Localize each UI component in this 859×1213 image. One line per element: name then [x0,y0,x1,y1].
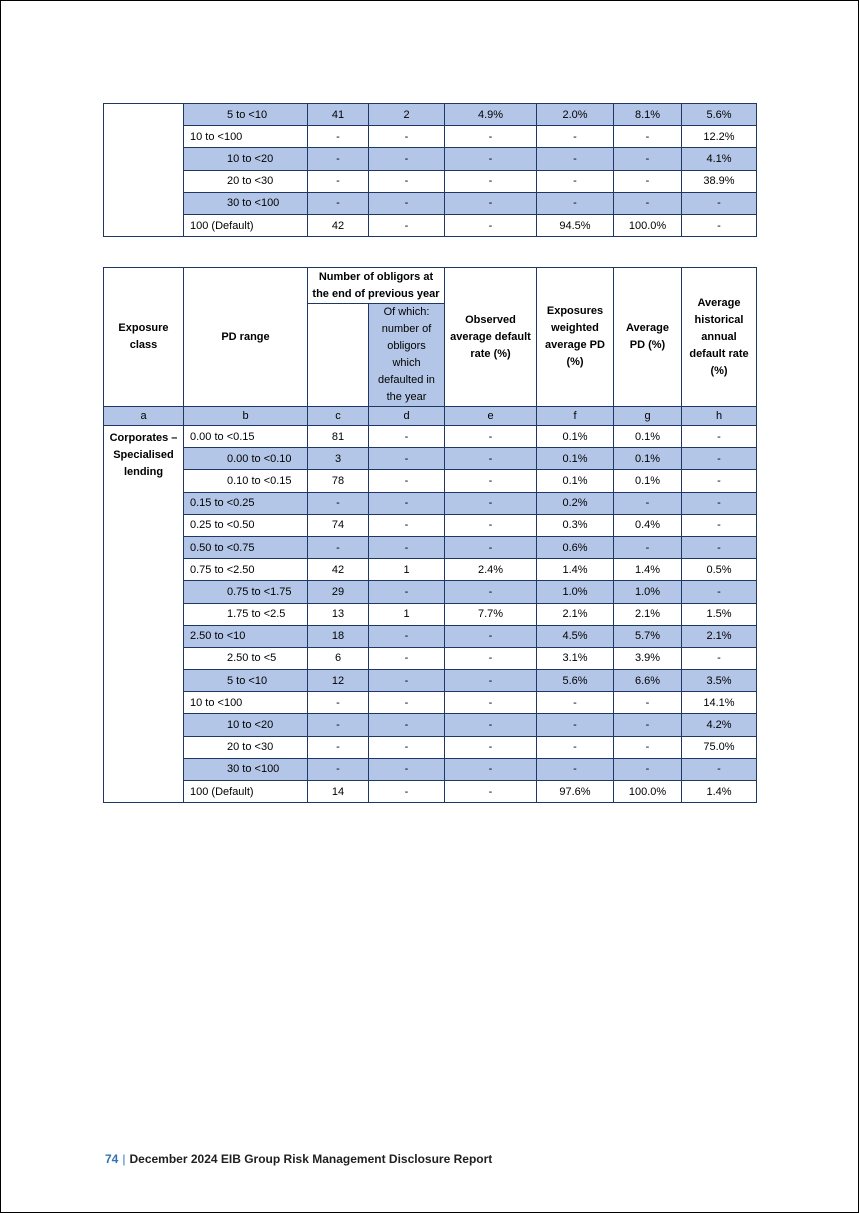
cell-c: 18 [308,625,369,647]
cell-e: - [445,670,537,692]
cell-f: - [537,692,614,714]
cell-h: 4.2% [682,714,757,736]
cell-e: - [445,192,537,214]
cell-d: - [369,758,445,780]
column-letter: g [614,407,682,426]
cell-d: - [369,170,445,192]
cell-c: - [308,492,369,514]
page-footer [105,1152,492,1166]
table-row [104,470,757,492]
cell-f: 3.1% [537,647,614,669]
cell-h: 14.1% [682,692,757,714]
footer-separator: | [122,1152,126,1166]
table-body [104,426,757,803]
table-row [104,126,757,148]
table-continued-body [104,104,757,237]
cell-h: - [682,514,757,536]
cell-d: - [369,647,445,669]
cell-d: 1 [369,603,445,625]
cell-f: - [537,192,614,214]
header-exposure-class: Exposure class [104,268,184,407]
footer-title: December 2024 EIB Group Risk Management Disclosure Report [129,1152,493,1166]
column-letter: e [445,407,537,426]
cell-c: - [308,736,369,758]
table-row [104,692,757,714]
pd-range-cell: 0.00 to <0.15 [184,426,308,448]
cell-h: - [682,647,757,669]
cell-e: - [445,126,537,148]
table-row [104,670,757,692]
cell-h: 1.4% [682,781,757,803]
cell-c: - [308,192,369,214]
cell-g: 8.1% [614,104,682,126]
cell-f: 0.1% [537,426,614,448]
cell-d: - [369,514,445,536]
cell-c: - [308,536,369,558]
pd-range-cell: 100 (Default) [184,214,308,236]
header-historical-default-rate: Average historical annual default rate (%) [682,268,757,407]
cell-g: 1.4% [614,559,682,581]
cell-h: - [682,581,757,603]
pd-range-cell: 0.75 to <1.75 [184,581,308,603]
column-letter: a [104,407,184,426]
table-row [104,492,757,514]
cell-h: 0.5% [682,559,757,581]
cell-g: - [614,492,682,514]
table-row [104,192,757,214]
cell-c: 14 [308,781,369,803]
cell-f: 97.6% [537,781,614,803]
cell-d: - [369,214,445,236]
cell-d: - [369,581,445,603]
table-row [104,170,757,192]
cell-f: 5.6% [537,670,614,692]
header-pd-range: PD range [184,268,308,407]
pd-range-cell: 20 to <30 [184,170,308,192]
cell-d: - [369,670,445,692]
cell-f: 94.5% [537,214,614,236]
cell-g: 2.1% [614,603,682,625]
cell-g: - [614,148,682,170]
cell-e: 7.7% [445,603,537,625]
cell-f: 1.4% [537,559,614,581]
cell-f: 0.1% [537,470,614,492]
pd-range-cell: 100 (Default) [184,781,308,803]
cell-d: 1 [369,559,445,581]
cell-h: 3.5% [682,670,757,692]
column-letter: d [369,407,445,426]
header-average-pd: Average PD (%) [614,268,682,407]
cell-g: - [614,536,682,558]
cell-c: - [308,758,369,780]
cell-h: 12.2% [682,126,757,148]
table-row [104,104,757,126]
table-row [104,647,757,669]
table-row [104,448,757,470]
cell-h: - [682,536,757,558]
pd-range-cell: 0.15 to <0.25 [184,492,308,514]
cell-f: - [537,126,614,148]
cell-g: 100.0% [614,781,682,803]
table-header [104,268,757,426]
cell-f: - [537,714,614,736]
cell-h: - [682,758,757,780]
cell-g: 5.7% [614,625,682,647]
table-row [104,536,757,558]
cell-f: - [537,736,614,758]
cell-e: - [445,214,537,236]
cell-c: - [308,714,369,736]
header-number-of-obligors: Number of obligors at the end of previous year [308,268,445,304]
cell-g: 6.6% [614,670,682,692]
pd-range-cell: 20 to <30 [184,736,308,758]
cell-c: 42 [308,214,369,236]
cell-d: - [369,426,445,448]
cell-c: 6 [308,647,369,669]
cell-c: - [308,692,369,714]
cell-h: 1.5% [682,603,757,625]
table-row [104,148,757,170]
column-letter: b [184,407,308,426]
cell-e: - [445,536,537,558]
exposure-class-cell [104,104,184,237]
cell-e: 2.4% [445,559,537,581]
cell-h: - [682,214,757,236]
pd-range-cell: 10 to <20 [184,714,308,736]
cell-c: 42 [308,559,369,581]
cell-f: - [537,758,614,780]
cell-f: 2.0% [537,104,614,126]
column-letters-row [104,407,757,426]
pd-range-cell: 30 to <100 [184,192,308,214]
table-row [104,514,757,536]
table-row [104,603,757,625]
cell-e: - [445,714,537,736]
pd-range-cell: 5 to <10 [184,670,308,692]
cell-g: - [614,192,682,214]
cell-d: - [369,470,445,492]
cell-g: - [614,692,682,714]
cell-d: - [369,148,445,170]
cell-c: 29 [308,581,369,603]
pd-range-cell: 2.50 to <5 [184,647,308,669]
table-row [104,581,757,603]
cell-e: - [445,492,537,514]
table-row [104,758,757,780]
pd-range-cell: 2.50 to <10 [184,625,308,647]
cell-h: - [682,426,757,448]
cell-e: - [445,514,537,536]
cell-e: - [445,647,537,669]
pd-range-cell: 0.10 to <0.15 [184,470,308,492]
pd-range-cell: 0.25 to <0.50 [184,514,308,536]
cell-d: - [369,192,445,214]
cell-e: - [445,736,537,758]
cell-g: 0.1% [614,426,682,448]
cell-e: - [445,170,537,192]
cell-d: - [369,448,445,470]
pd-backtesting-table [103,267,757,803]
cell-c: 78 [308,470,369,492]
cell-g: - [614,170,682,192]
table-row [104,214,757,236]
cell-d: - [369,781,445,803]
cell-e: - [445,581,537,603]
cell-f: - [537,148,614,170]
cell-e: - [445,625,537,647]
cell-d: - [369,536,445,558]
cell-g: - [614,126,682,148]
cell-g: - [614,714,682,736]
cell-c: 74 [308,514,369,536]
cell-g: 0.4% [614,514,682,536]
table-continued [103,103,757,237]
header-exposures-weighted-pd: Exposures weighted average PD (%) [537,268,614,407]
pd-range-cell: 1.75 to <2.5 [184,603,308,625]
cell-g: 0.1% [614,470,682,492]
cell-d: - [369,126,445,148]
column-letter: c [308,407,369,426]
cell-g: 0.1% [614,448,682,470]
cell-f: 0.6% [537,536,614,558]
cell-f: 4.5% [537,625,614,647]
cell-d: - [369,625,445,647]
cell-h: - [682,448,757,470]
cell-d: - [369,736,445,758]
cell-g: 100.0% [614,214,682,236]
cell-c: - [308,170,369,192]
column-letter: f [537,407,614,426]
cell-f: 0.1% [537,448,614,470]
cell-c: 12 [308,670,369,692]
cell-e: - [445,781,537,803]
cell-f: - [537,170,614,192]
cell-e: 4.9% [445,104,537,126]
cell-e: - [445,758,537,780]
cell-h: - [682,192,757,214]
cell-h: 38.9% [682,170,757,192]
cell-e: - [445,148,537,170]
cell-c: - [308,126,369,148]
cell-c: 81 [308,426,369,448]
cell-e: - [445,692,537,714]
cell-g: - [614,736,682,758]
pd-range-cell: 0.00 to <0.10 [184,448,308,470]
cell-e: - [445,470,537,492]
table-row [104,426,757,448]
cell-c: 3 [308,448,369,470]
cell-g: 1.0% [614,581,682,603]
cell-h: - [682,492,757,514]
cell-d: 2 [369,104,445,126]
header-observed-default-rate: Observed average default rate (%) [445,268,537,407]
cell-f: 0.2% [537,492,614,514]
table-row [104,714,757,736]
table-row [104,736,757,758]
cell-g: - [614,758,682,780]
table-row [104,625,757,647]
pd-range-cell: 10 to <100 [184,692,308,714]
cell-d: - [369,714,445,736]
cell-f: 0.3% [537,514,614,536]
cell-h: - [682,470,757,492]
cell-f: 1.0% [537,581,614,603]
pd-range-cell: 0.75 to <2.50 [184,559,308,581]
cell-e: - [445,426,537,448]
cell-d: - [369,492,445,514]
cell-d: - [369,692,445,714]
pd-range-cell: 10 to <100 [184,126,308,148]
pd-range-cell: 10 to <20 [184,148,308,170]
cell-f: 2.1% [537,603,614,625]
table-row [104,559,757,581]
pd-range-cell: 30 to <100 [184,758,308,780]
cell-h: 4.1% [682,148,757,170]
cell-h: 2.1% [682,625,757,647]
pd-range-cell: 0.50 to <0.75 [184,536,308,558]
cell-c: 13 [308,603,369,625]
page-number: 74 [105,1152,119,1166]
header-spacer [308,304,369,407]
cell-e: - [445,448,537,470]
cell-c: - [308,148,369,170]
column-letter: h [682,407,757,426]
cell-h: 5.6% [682,104,757,126]
header-of-which-defaulted: Of which: number of obligors which defaulted in the year [369,304,445,407]
cell-h: 75.0% [682,736,757,758]
exposure-class-cell: Corporates – Specialised lending [104,426,184,803]
cell-g: 3.9% [614,647,682,669]
pd-range-cell: 5 to <10 [184,104,308,126]
table-row [104,781,757,803]
cell-c: 41 [308,104,369,126]
